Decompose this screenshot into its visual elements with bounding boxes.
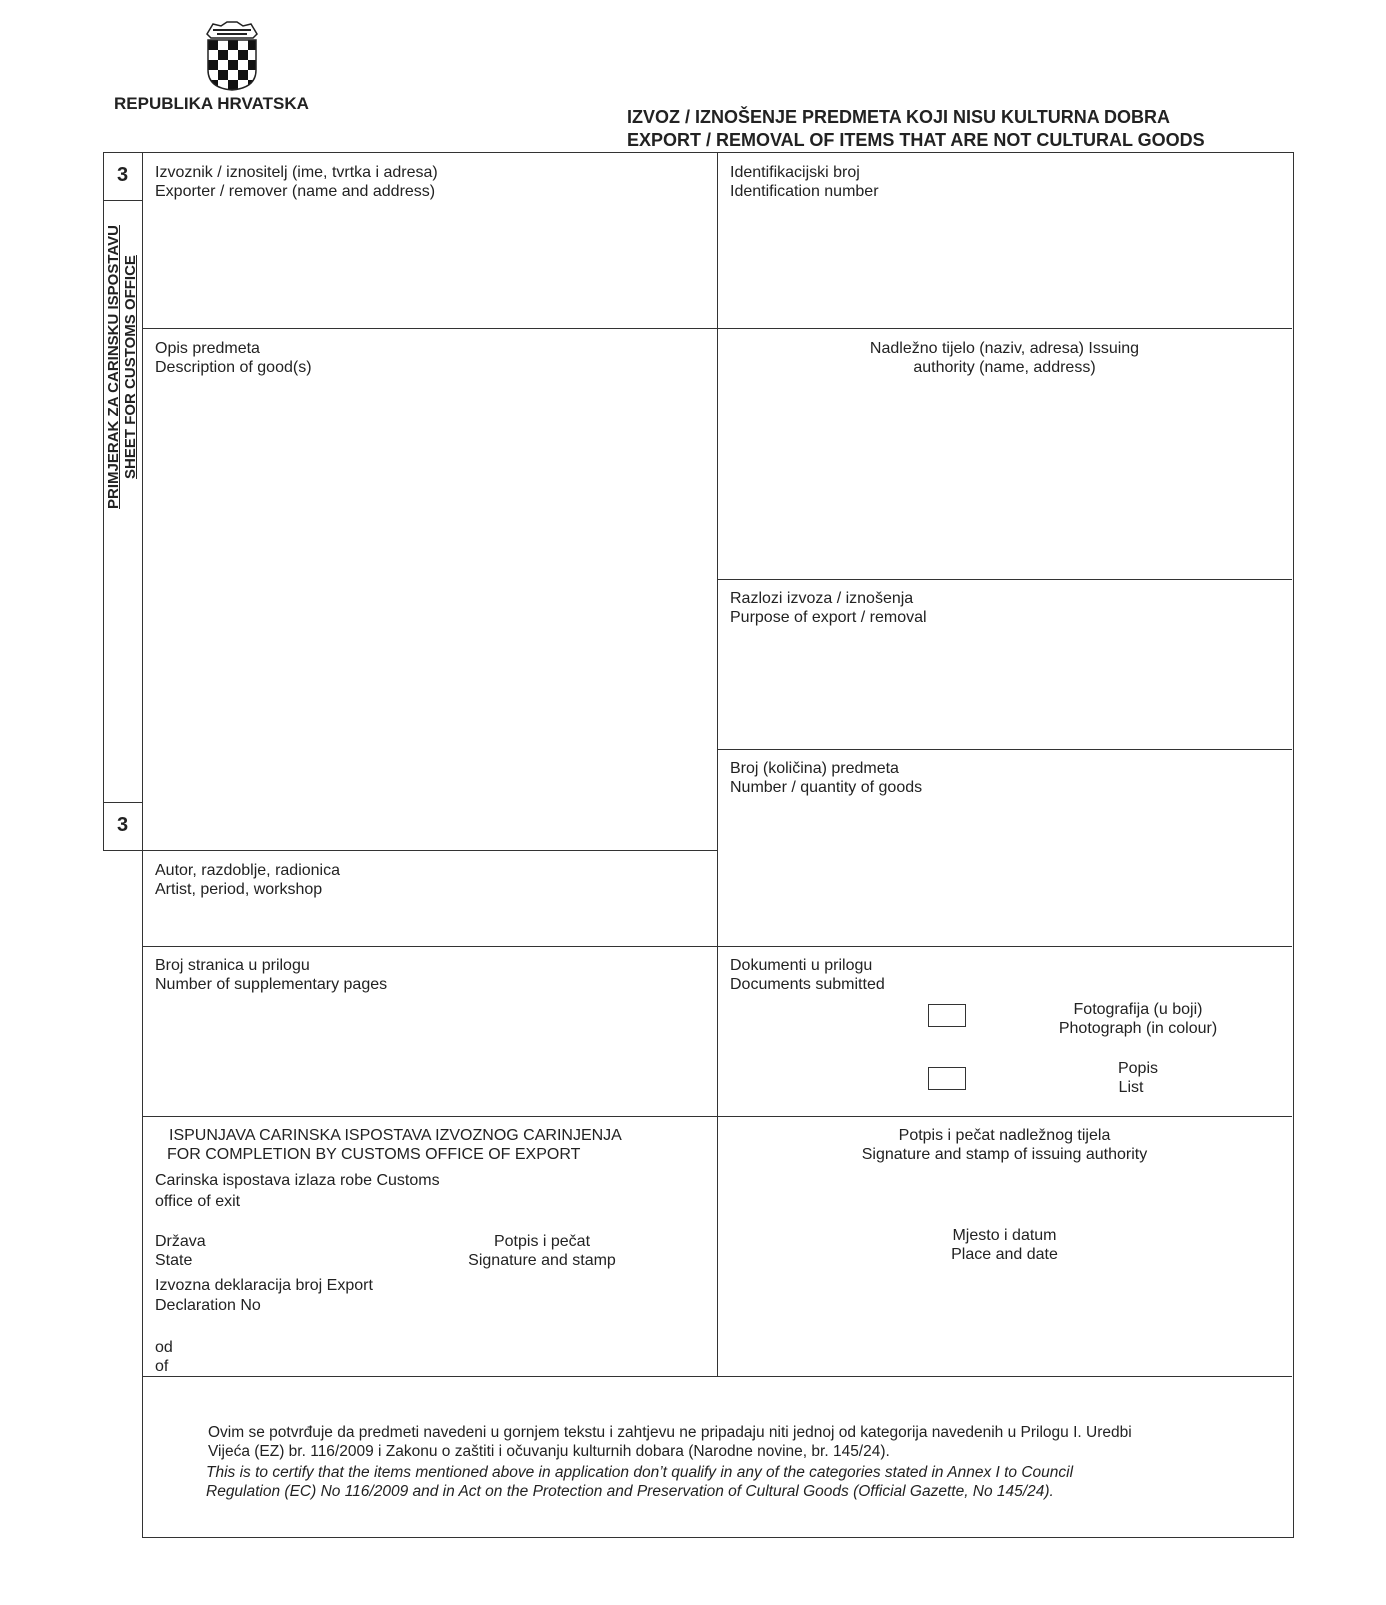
- description-label: Opis predmeta Description of good(s): [155, 340, 312, 376]
- pages-label: Broj stranica u prilogu Number of supplementary pages: [155, 957, 388, 993]
- list-label: Popis List: [1117, 1060, 1159, 1096]
- place-date-label: Mjesto i datum Place and date: [951, 1227, 1058, 1263]
- side-label-en: SHEET FOR CUSTOMS OFFICE: [122, 255, 139, 479]
- title-hr: IZVOZ / IZNOŠENJE PREDMETA KOJI NISU KULTURNA DOBRA: [627, 107, 1171, 127]
- coat-of-arms-icon: [203, 20, 261, 92]
- authority-label: Nadležno tijelo (naziv, adresa) Issuing authority (name, address): [869, 340, 1140, 376]
- purpose-label: Razlozi izvoza / iznošenja Purpose of export / removal: [730, 590, 927, 626]
- photo-label: Fotografija (u boji) Photograph (in colour): [1058, 1001, 1218, 1037]
- side-label-hr: PRIMJERAK ZA CARINSKU ISPOSTAVU: [105, 225, 122, 509]
- export-declaration-label: Izvozna deklaracija broj Export Declaration No: [155, 1277, 373, 1314]
- customs-signature-label: Potpis i pečat Signature and stamp: [468, 1233, 616, 1269]
- customs-heading: ISPUNJAVA CARINSKA ISPOSTAVA IZVOZNOG CARINJENJA FOR COMPLETION BY CUSTOMS OFFICE OF EXPORT: [167, 1127, 622, 1163]
- list-checkbox[interactable]: [928, 1067, 966, 1090]
- sheet-number-top: 3: [116, 164, 129, 186]
- title-en: EXPORT / REMOVAL OF ITEMS THAT ARE NOT CULTURAL GOODS: [627, 130, 1205, 150]
- exporter-label: Izvoznik / iznositelj (ime, tvrtka i adresa) Exporter / remover (name and address): [155, 164, 438, 200]
- certification-hr: Ovim se potvrđuje da predmeti navedeni u gornjem tekstu i zahtjevu ne pripadaju niti jednoj od kategorija navedenih u Prilogu I. Uredbi Vijeća (EZ) br. 116/2009 i Zakonu o zaštiti i očuvanju kulturnih dobara (Narodne novine, br. 145/24).: [208, 1424, 1132, 1460]
- quantity-label: Broj (količina) predmeta Number / quantity of goods: [730, 760, 923, 796]
- exit-office-label: Carinska ispostava izlaza robe Customs office of exit: [155, 1172, 440, 1210]
- of-date-label: od of: [155, 1339, 173, 1375]
- photo-checkbox[interactable]: [928, 1004, 966, 1027]
- authority-signature-label: Potpis i pečat nadležnog tijela Signature and stamp of issuing authority: [861, 1127, 1148, 1163]
- sheet-number-bottom: 3: [116, 814, 129, 836]
- artist-label: Autor, razdoblje, radionica Artist, period, workshop: [155, 862, 340, 898]
- id-number-label: Identifikacijski broj Identification number: [730, 164, 879, 200]
- documents-label: Dokumenti u prilogu Documents submitted: [730, 957, 885, 993]
- certification-en: This is to certify that the items mentioned above in application don’t qualify in any of the categories stated in Annex I to Council Regulation (EC) No 116/2009 and in Act on the Protection and Preservation of Cultural Goods (Official Gazette, No 145/24).: [206, 1464, 1074, 1500]
- state-label: Država State: [155, 1233, 206, 1269]
- country-name: REPUBLIKA HRVATSKA: [114, 94, 309, 113]
